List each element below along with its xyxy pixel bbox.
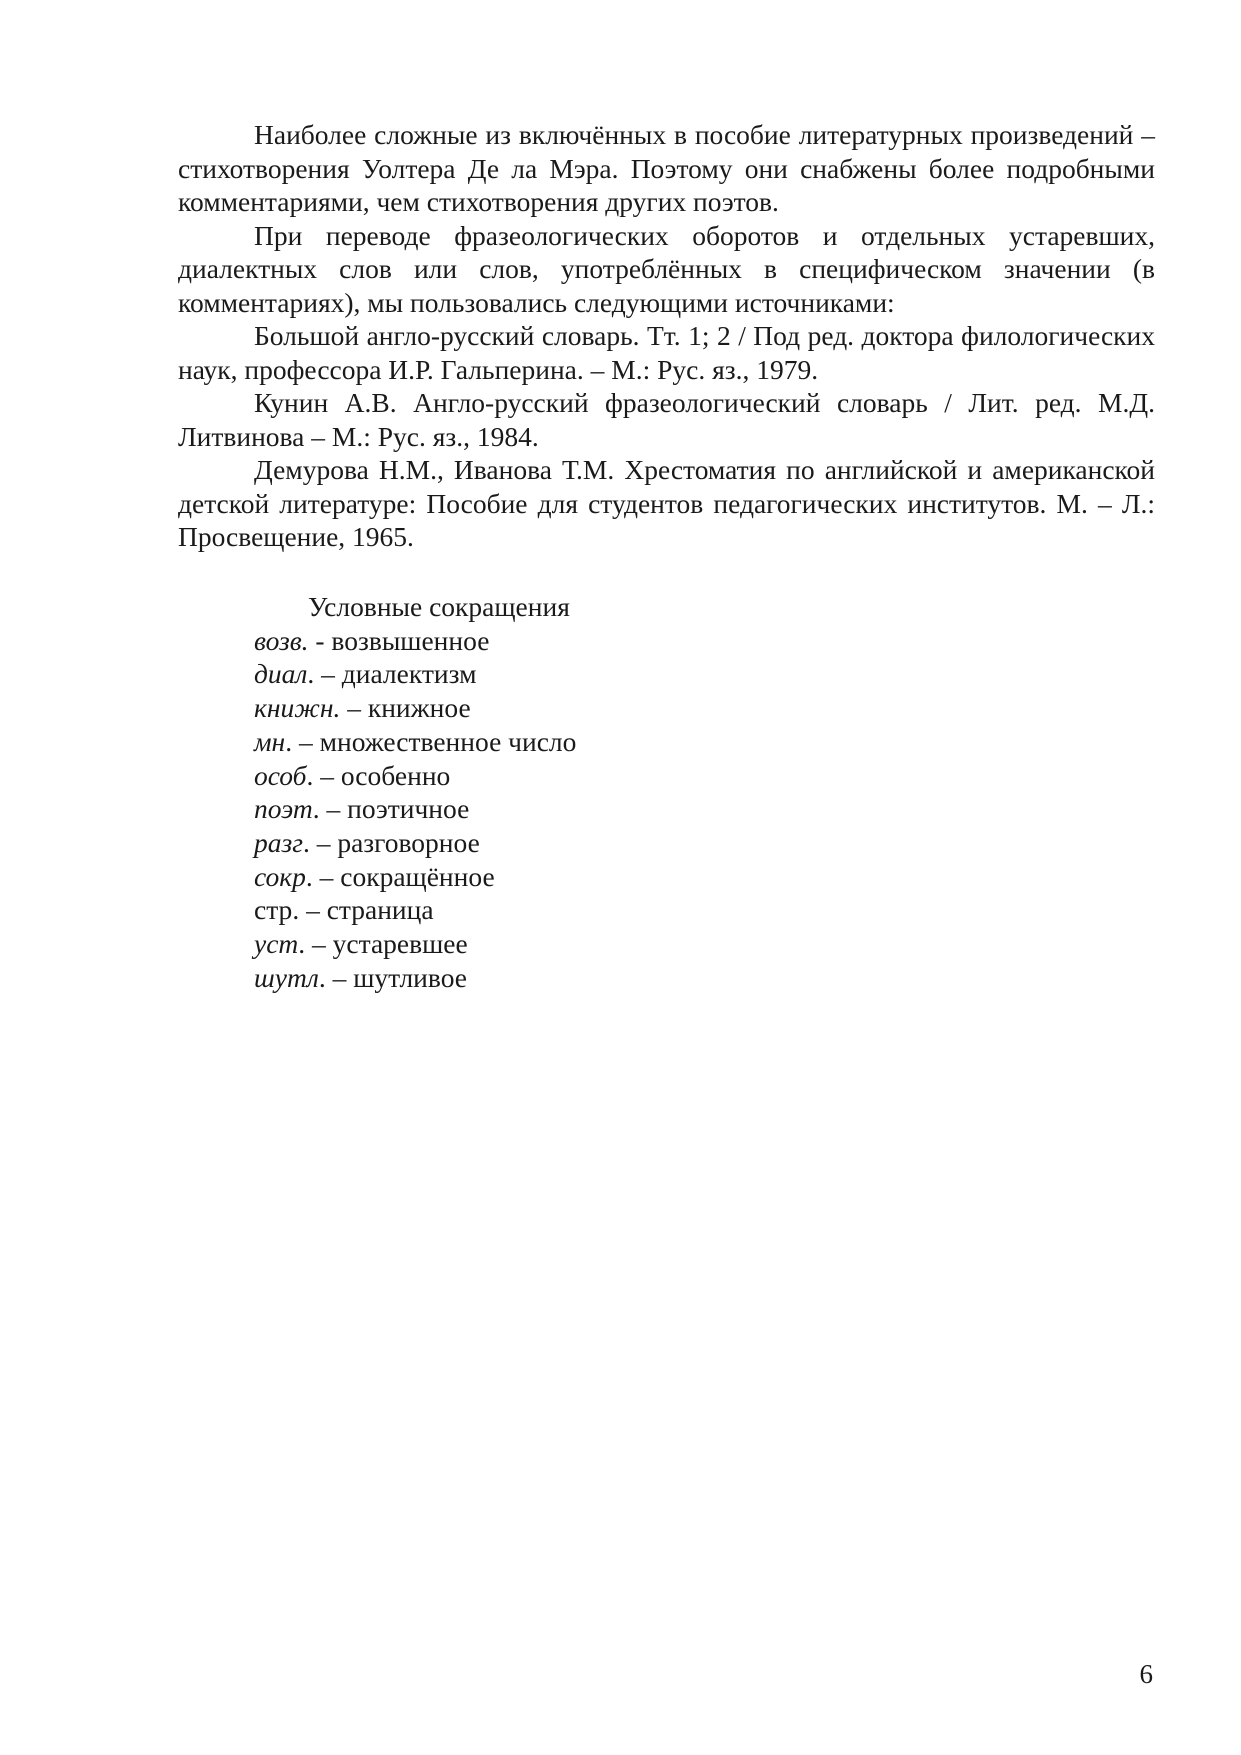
abbreviation-definition: . – особенно <box>306 759 451 791</box>
abbreviation-term: сокр <box>254 860 306 892</box>
abbreviation-definition: . – сокращённое <box>305 860 495 892</box>
abbreviation-term: возв. <box>254 624 309 656</box>
abbreviation-term: книжн. <box>254 692 341 724</box>
abbreviations-section <box>254 590 954 994</box>
abbreviation-term: мн <box>254 725 286 757</box>
body-text <box>178 118 1155 554</box>
paragraph-source-kunin: Кунин А.В. Англо-русский фразеологический словарь / Лит. ред. М.Д. Литвинова – М.: Рус. яз., 1984. <box>178 387 1155 452</box>
abbreviation-term: особ <box>254 759 307 791</box>
paragraph-intro: Наиболее сложные из включённых в пособие литературных произведений – стихотворения Уолтера Де ла Мэра. Поэтому они снабжены более подробными комментариями, чем стихотворения других поэтов. <box>178 119 1155 217</box>
abbreviation-item <box>254 826 954 860</box>
abbreviation-definition: . – устаревшее <box>298 928 468 960</box>
abbreviation-term: уст <box>254 928 299 960</box>
abbreviation-item <box>254 792 954 826</box>
abbreviation-definition: - возвышенное <box>308 624 490 656</box>
abbreviation-item <box>254 759 954 793</box>
abbreviation-term: поэт <box>254 793 313 825</box>
abbreviations-list <box>254 624 954 995</box>
abbreviation-definition: – книжное <box>340 692 471 724</box>
abbreviation-item <box>254 961 954 995</box>
paragraph-source-galperin: Большой англо-русский словарь. Тт. 1; 2 / Под ред. доктора филологических наук, профессора И.Р. Гальперина. – М.: Рус. яз., 1979. <box>178 320 1155 385</box>
paragraph-sources-intro: При переводе фразеологических оборотов и отдельных устаревших, диалектных слов или слов, употреблённых в специфическом значении (в комментариях), мы пользовались следующими источниками: <box>178 219 1155 318</box>
abbreviation-item <box>254 893 954 927</box>
abbreviation-definition: . – поэтичное <box>312 793 470 825</box>
abbreviation-definition: . – множественное число <box>285 725 577 757</box>
abbreviation-item <box>254 624 954 658</box>
abbreviation-item <box>254 860 954 894</box>
abbreviation-term: разг <box>254 826 303 858</box>
abbreviation-item <box>254 657 954 691</box>
abbreviation-definition: . – диалектизм <box>307 658 477 690</box>
abbreviations-title: Условные сокращения <box>308 591 570 622</box>
paragraph-source-demurova: Демурова Н.М., Иванова Т.М. Хрестоматия по английской и американской детской литературе: Пособие для студентов педагогических институтов. М. – Л.: Просвещение, 1965. <box>178 454 1155 552</box>
abbreviation-term: стр <box>254 894 293 926</box>
abbreviation-term: шутл <box>254 961 319 993</box>
abbreviation-definition: . – шутливое <box>318 961 467 993</box>
abbreviation-item <box>254 725 954 759</box>
abbreviation-definition: . – разговорное <box>302 826 480 858</box>
abbreviation-definition: . – страница <box>292 894 434 926</box>
abbreviation-item <box>254 691 954 725</box>
page-number: 6 <box>1139 1659 1153 1689</box>
abbreviation-term: диал <box>254 658 308 690</box>
abbreviation-item <box>254 927 954 961</box>
